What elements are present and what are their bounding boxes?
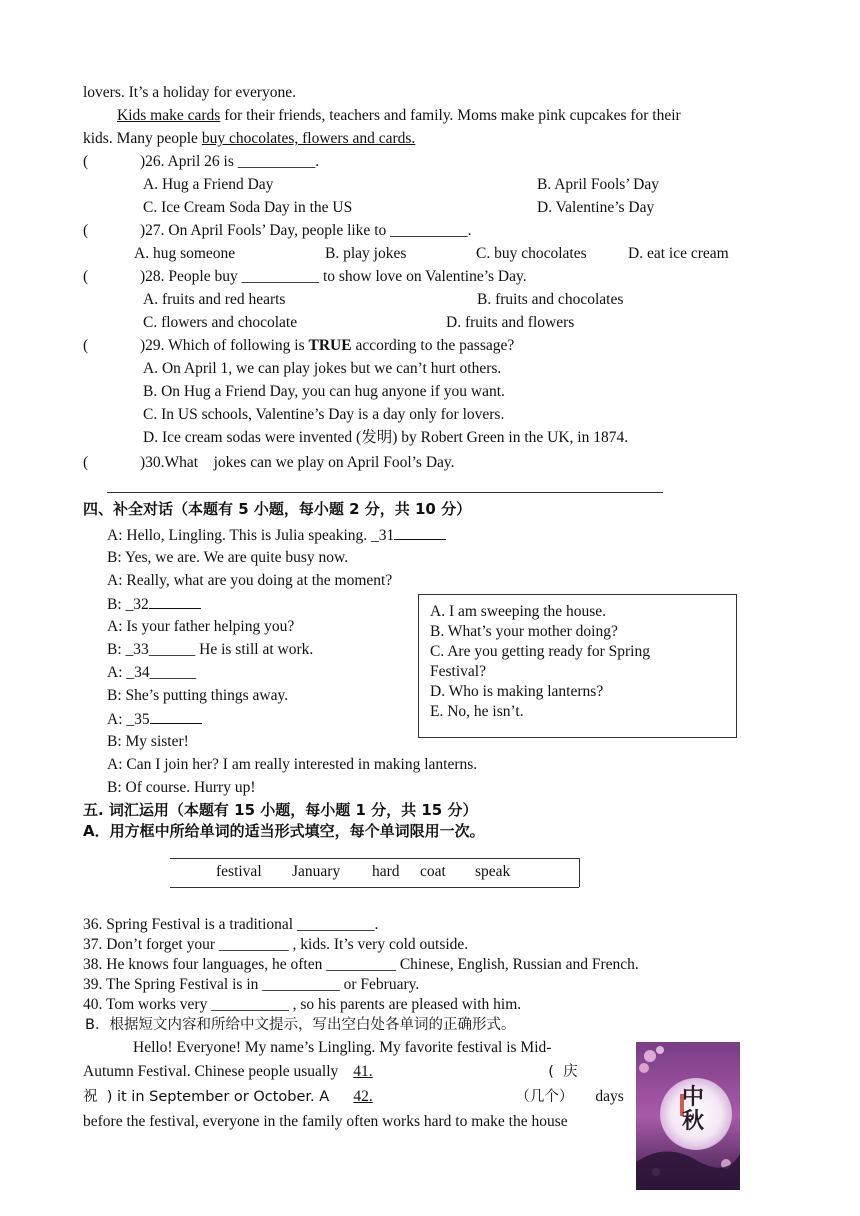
option: D. Valentine’s Day bbox=[537, 199, 655, 216]
part-heading: A．用方框中所给单词的适当形式填空，每个单词限用一次。 bbox=[83, 822, 485, 840]
dialogue-option: E. No, he isn’t. bbox=[430, 703, 524, 720]
option: D. eat ice cream bbox=[628, 245, 729, 262]
option: A. Hug a Friend Day bbox=[143, 176, 274, 193]
dialogue-text: A: _35 bbox=[107, 711, 150, 728]
paragraph-text: Autumn Festival. Chinese people usually bbox=[83, 1063, 339, 1080]
word-bank-word: January bbox=[292, 863, 341, 880]
vocab-item: 36. Spring Festival is a traditional __________. bbox=[83, 916, 379, 933]
vocab-item: 38. He knows four languages, he often _________ Chinese, English, Russian and French. bbox=[83, 956, 639, 973]
word-bank-word: hard bbox=[372, 863, 400, 880]
passage-text: for their friends, teachers and family. Moms make pink cupcakes for their bbox=[220, 107, 681, 124]
paragraph-line bbox=[83, 1062, 578, 1082]
question-28: )28. People buy __________ to show love on Valentine’s Day. bbox=[140, 268, 527, 285]
option: A. On April 1, we can play jokes but we can’t hurt others. bbox=[143, 360, 502, 377]
answer-line[interactable] bbox=[107, 492, 663, 493]
dialogue-text: A: Hello, Lingling. This is Julia speaking. _31 bbox=[107, 527, 395, 544]
section-heading: 四、补全对话（本题有 5 小题，每小题 2 分，共 10 分） bbox=[83, 500, 472, 518]
question-paren: ( bbox=[83, 268, 89, 285]
option: C. buy chocolates bbox=[476, 245, 587, 262]
word-box-bottom bbox=[170, 887, 579, 888]
word-bank-word: festival bbox=[216, 863, 262, 880]
dialogue-line: A: Really, what are you doing at the moment? bbox=[107, 572, 393, 589]
option: B. On Hug a Friend Day, you can hug anyone if you want. bbox=[143, 383, 505, 400]
chinese-hint: （几个） bbox=[515, 1089, 574, 1105]
underlined-phrase: buy chocolates, flowers and cards. bbox=[201, 130, 416, 147]
question-29 bbox=[140, 336, 514, 355]
answer-blank[interactable] bbox=[149, 594, 201, 609]
option: B. play jokes bbox=[325, 245, 407, 262]
dialogue-line: B: Of course. Hurry up! bbox=[107, 779, 256, 796]
option: D. fruits and flowers bbox=[446, 314, 575, 331]
paragraph-line bbox=[83, 1087, 624, 1107]
dialogue-option: A. I am sweeping the house. bbox=[430, 603, 607, 620]
dialogue-option: C. Are you getting ready for Spring bbox=[430, 643, 650, 660]
passage-line bbox=[117, 106, 681, 125]
answer-blank-42[interactable] bbox=[338, 1087, 515, 1106]
dialogue-line: A: Can I join her? I am really interested in making lanterns. bbox=[107, 756, 478, 773]
option: C. flowers and chocolate bbox=[143, 314, 298, 331]
question-text: according to the passage? bbox=[351, 337, 515, 354]
mid-autumn-calligraphy: 中秋 bbox=[682, 1085, 705, 1134]
vocab-item: 37. Don’t forget your _________ , kids. It’s very cold outside. bbox=[83, 936, 469, 953]
question-27: )27. On April Fools’ Day, people like to __________. bbox=[140, 222, 472, 239]
dialogue-line bbox=[107, 594, 201, 614]
dialogue-line: B: _33______ He is still at work. bbox=[107, 641, 314, 658]
question-paren: ( bbox=[83, 454, 89, 471]
word-bank-word: speak bbox=[475, 863, 511, 880]
answer-blank[interactable] bbox=[394, 525, 446, 540]
answer-blank-41[interactable] bbox=[338, 1062, 548, 1081]
word-box-right bbox=[579, 858, 580, 887]
paragraph-line: before the festival, everyone in the family often works hard to make the house bbox=[83, 1113, 568, 1130]
part-heading: B．根据短文内容和所给中文提示，写出空白处各单词的正确形式。 bbox=[85, 1017, 516, 1033]
question-paren: ( bbox=[83, 153, 89, 170]
question-26: )26. April 26 is __________. bbox=[140, 153, 320, 170]
chinese-hint: ( 庆 bbox=[548, 1064, 578, 1080]
dialogue-line: B: Yes, we are. We are quite busy now. bbox=[107, 549, 349, 566]
passage-line: lovers. It’s a holiday for everyone. bbox=[83, 84, 297, 101]
word-box-top bbox=[170, 858, 579, 859]
passage-line bbox=[83, 129, 415, 148]
paragraph-text: 祝 ) it in September or October. A bbox=[83, 1089, 339, 1105]
question-paren: ( bbox=[83, 337, 89, 354]
question-paren: ( bbox=[83, 222, 89, 239]
option: A. fruits and red hearts bbox=[143, 291, 286, 308]
dialogue-line bbox=[107, 525, 446, 545]
dialogue-line: B: She’s putting things away. bbox=[107, 687, 289, 704]
mid-autumn-image bbox=[636, 1042, 740, 1190]
dialogue-option: Festival? bbox=[430, 663, 486, 680]
option: A. hug someone bbox=[134, 245, 236, 262]
dialogue-line: A: Is your father helping you? bbox=[107, 618, 295, 635]
option: D. Ice cream sodas were invented (发明) by Robert Green in the UK, in 1874. bbox=[143, 429, 629, 446]
option: B. April Fools’ Day bbox=[537, 176, 659, 193]
option: B. fruits and chocolates bbox=[477, 291, 624, 308]
word-bank-word: coat bbox=[420, 863, 446, 880]
paragraph-line: Hello! Everyone! My name’s Lingling. My favorite festival is Mid- bbox=[133, 1039, 552, 1056]
question-keyword: TRUE bbox=[308, 337, 352, 354]
paragraph-text: days bbox=[595, 1088, 624, 1105]
dialogue-line: A: _34______ bbox=[107, 664, 197, 681]
question-30: )30.What jokes can we play on April Fool’s Day. bbox=[140, 454, 455, 471]
answer-blank[interactable] bbox=[150, 709, 202, 724]
dialogue-line bbox=[107, 709, 202, 729]
question-text: )29. Which of following is bbox=[140, 337, 309, 354]
blank-number: 41. bbox=[353, 1063, 373, 1080]
option: C. Ice Cream Soda Day in the US bbox=[143, 199, 353, 216]
section-heading: 五. 词汇运用（本题有 15 小题，每小题 1 分，共 15 分） bbox=[83, 801, 478, 819]
dialogue-option: D. Who is making lanterns? bbox=[430, 683, 604, 700]
blank-number: 42. bbox=[353, 1088, 373, 1105]
vocab-item: 39. The Spring Festival is in __________ or February. bbox=[83, 976, 420, 993]
underlined-phrase: Kids make cards bbox=[117, 107, 221, 124]
dialogue-text: B: _32 bbox=[107, 596, 149, 613]
dialogue-line: B: My sister! bbox=[107, 733, 189, 750]
option: C. In US schools, Valentine’s Day is a day only for lovers. bbox=[143, 406, 505, 423]
passage-text: kids. Many people bbox=[83, 130, 202, 147]
dialogue-option: B. What’s your mother doing? bbox=[430, 623, 618, 640]
vocab-item: 40. Tom works very __________ , so his parents are pleased with him. bbox=[83, 996, 522, 1013]
